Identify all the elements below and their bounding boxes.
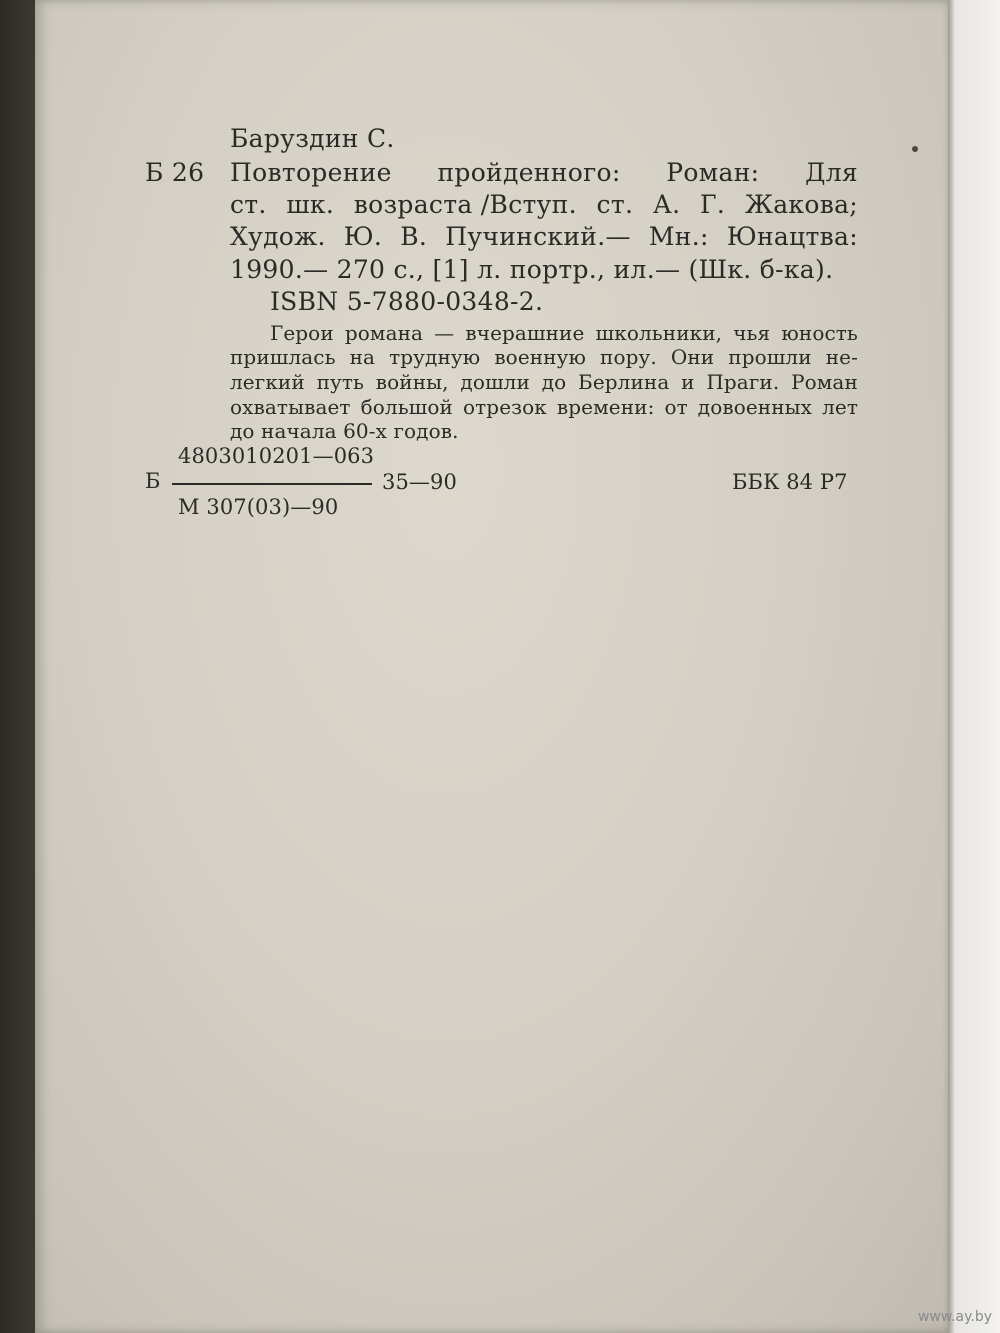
word: Жакова; — [744, 190, 858, 219]
word: — — [434, 321, 455, 345]
word: Повторение — [230, 158, 392, 187]
word: ст. — [596, 190, 634, 219]
description-line-4: 1990.— 270 с., [1] л. портр., ил.— (Шк. б-ка). — [230, 255, 834, 284]
word: отрезок — [462, 395, 547, 419]
word: романа — [344, 321, 424, 345]
word: пройденного: — [437, 158, 621, 187]
class-suffix: 35—90 — [382, 470, 457, 494]
annotation-line-1 — [270, 321, 858, 345]
annotation-line-2 — [230, 345, 858, 369]
fraction-divider — [172, 483, 372, 485]
word: юность — [781, 321, 858, 345]
word: В. — [400, 222, 428, 251]
word: Роман: — [666, 158, 760, 187]
author-name: Баруздин С. — [230, 124, 395, 153]
paper-speck — [912, 146, 918, 152]
word: дошли — [460, 370, 530, 394]
word: Худож. — [230, 222, 326, 251]
shelf-code: Б 26 — [145, 158, 205, 187]
word: довоенных — [697, 395, 813, 419]
word: А. — [652, 190, 681, 219]
word: Г. — [700, 190, 726, 219]
word: военную — [494, 345, 586, 369]
word: времени: — [556, 395, 655, 419]
word: лет — [822, 395, 858, 419]
isbn: ISBN 5-7880-0348-2. — [270, 287, 544, 316]
word: путь — [316, 370, 365, 394]
word: шк. — [286, 190, 335, 219]
word: от — [664, 395, 688, 419]
class-denominator: М 307(03)—90 — [178, 495, 339, 519]
word: Для — [805, 158, 858, 187]
word: Мн.: — [648, 222, 709, 251]
word: на — [349, 345, 376, 369]
word: войны, — [375, 370, 449, 394]
word: Пучинский.— — [445, 222, 631, 251]
word: возраста /Вступ. — [353, 190, 577, 219]
word: большой — [360, 395, 453, 419]
description-line-2 — [230, 190, 858, 219]
word: пришлась — [230, 345, 336, 369]
page-edge — [948, 0, 954, 1333]
word: чья — [733, 321, 771, 345]
word: Ю. — [343, 222, 383, 251]
annotation-line-3 — [230, 370, 858, 394]
word: трудную — [389, 345, 481, 369]
class-numerator: 4803010201—063 — [178, 444, 375, 468]
word: Роман — [791, 370, 858, 394]
annotation-line-4 — [230, 395, 858, 419]
word: школьники, — [595, 321, 723, 345]
word: вчерашние — [465, 321, 585, 345]
description-line-3 — [230, 222, 858, 251]
word: Берлина — [578, 370, 670, 394]
word: легкий — [230, 370, 305, 394]
word: Юнацтва: — [726, 222, 858, 251]
description-line-1 — [230, 158, 858, 187]
word: Герои — [270, 321, 334, 345]
word: Праги. — [706, 370, 780, 394]
word: и — [681, 370, 695, 394]
class-letter: Б — [145, 469, 161, 493]
word: прошли — [728, 345, 812, 369]
annotation-line-5: до начала 60-х годов. — [230, 419, 459, 443]
watermark: www.ay.by — [917, 1309, 992, 1325]
word: не- — [825, 345, 858, 369]
word: Они — [670, 345, 715, 369]
word: до — [541, 370, 567, 394]
word: ст. — [230, 190, 267, 219]
bbk-code: ББК 84 Р7 — [732, 470, 848, 494]
word: охватывает — [230, 395, 351, 419]
word: пору. — [600, 345, 657, 369]
